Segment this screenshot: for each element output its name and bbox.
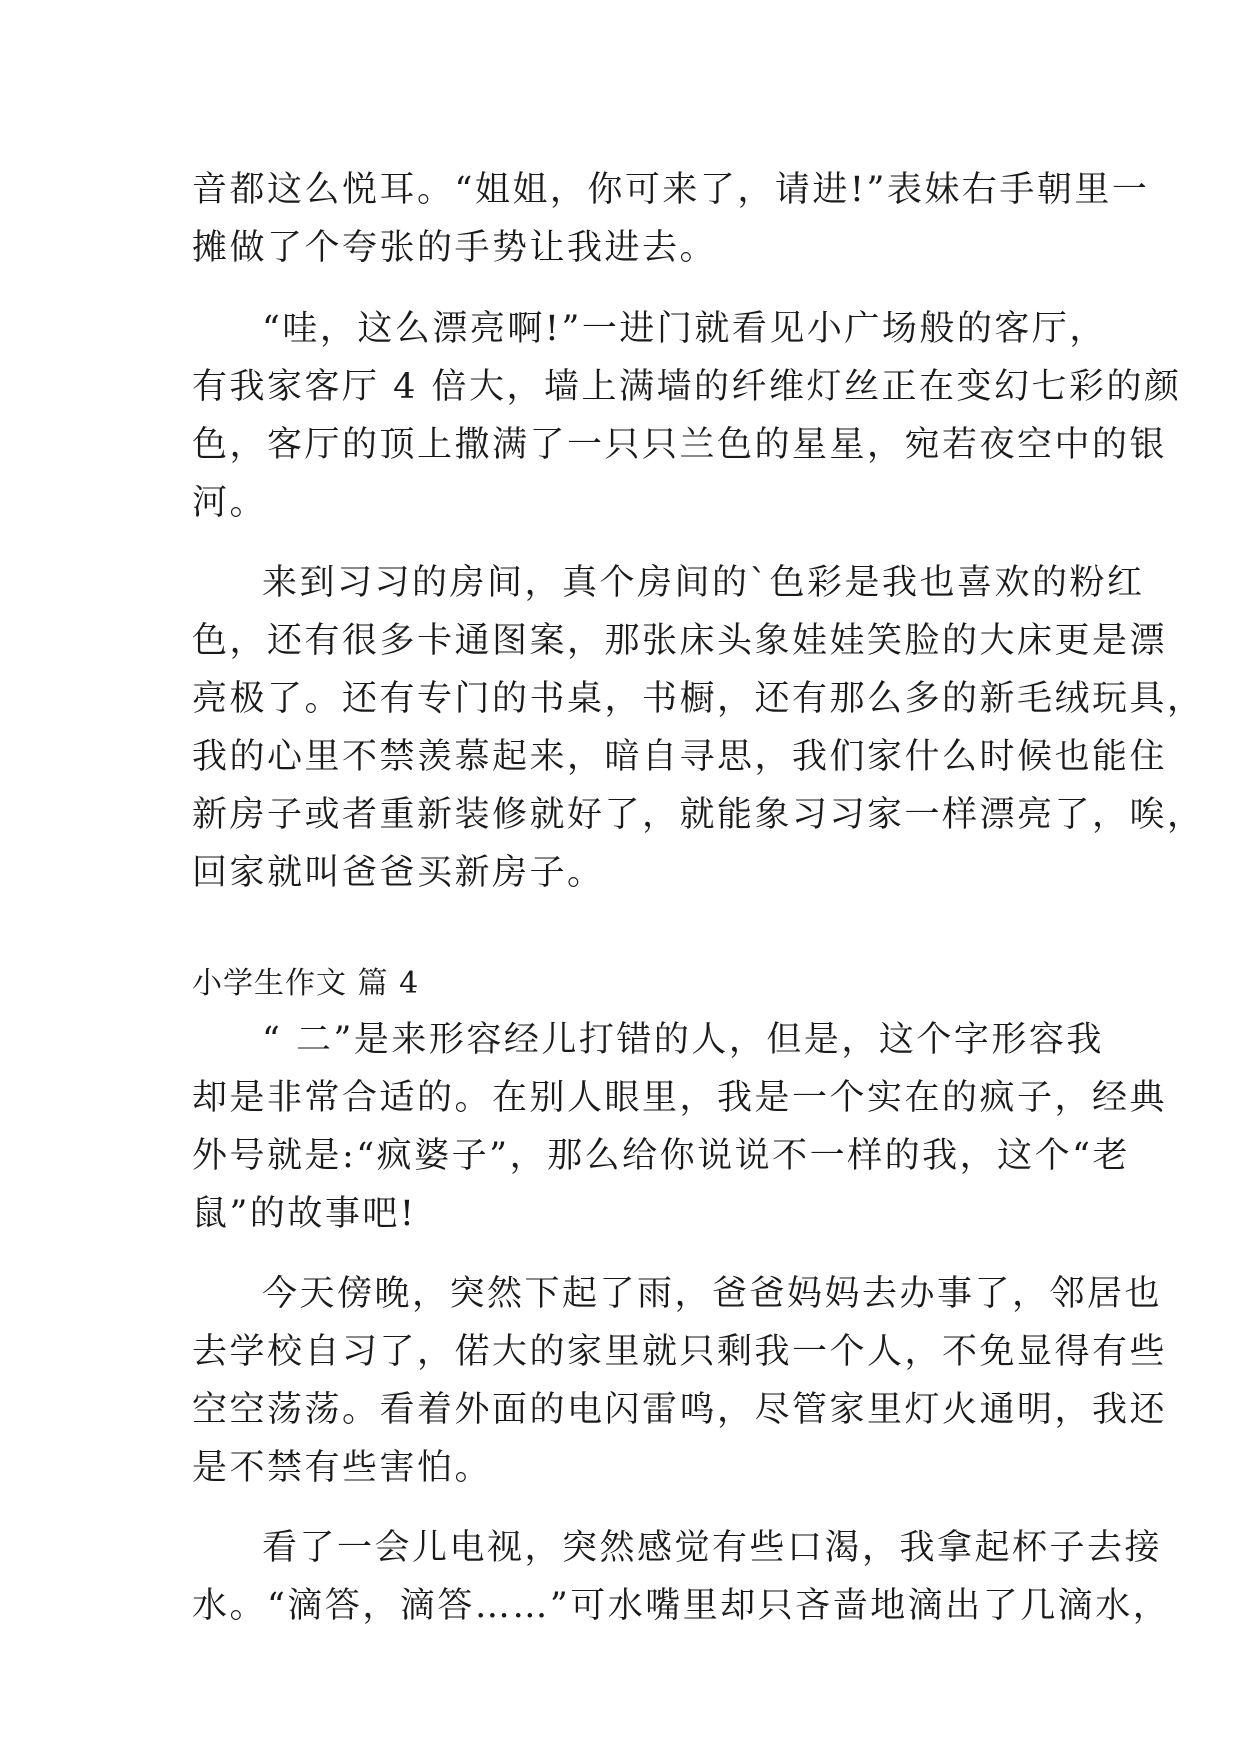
text-line: “哇，这么漂亮啊!”一进门就看见小广场般的客厅， [262, 309, 1107, 349]
text-line: 音都这么悦耳。“姐姐，你可来了，请进!”表妹右手朝里一 [192, 170, 1150, 210]
text-line: 亮极了。还有专门的书桌，书橱，还有那么多的新毛绒玩具， [192, 679, 1205, 719]
text-line: 色，还有很多卡通图案，那张床头象娃娃笑脸的大床更是漂 [192, 621, 1168, 661]
text-line: 外号就是:“疯婆子”，那么给你说说不一样的我，这个“老 [192, 1136, 1130, 1176]
text-line: 我的心里不禁羡慕起来，暗自寻思，我们家什么时候也能住 [192, 737, 1168, 777]
section-heading: 小学生作文 篇 4 [192, 966, 420, 1001]
text-line: 摊做了个夸张的手势让我进去。 [192, 228, 718, 268]
text-line: 河。 [192, 483, 268, 523]
text-line: “ 二”是来形容经儿打错的人，但是，这个字形容我 [262, 1020, 1104, 1060]
text-line: 鼠”的故事吧! [192, 1194, 417, 1234]
text-line: 来到习习的房间，真个房间的`色彩是我也喜欢的粉红 [262, 563, 1145, 603]
text-line: 色，客厅的顶上撒满了一只只兰色的星星，宛若夜空中的银 [192, 425, 1168, 465]
text-line: 空空荡荡。看着外面的电闪雷鸣，尽管家里灯火通明，我还 [192, 1390, 1168, 1430]
text-line: 回家就叫爸爸买新房子。 [192, 853, 605, 893]
text-line: 水。“滴答，滴答……”可水嘴里却只吝啬地滴出了几滴水， [192, 1586, 1171, 1626]
text-line: 新房子或者重新装修就好了，就能象习习家一样漂亮了，唉， [192, 795, 1205, 835]
text-line: 看了一会儿电视，突然感觉有些口渴，我拿起杯子去接 [262, 1528, 1163, 1568]
text-line: 去学校自习了，偌大的家里就只剩我一个人，不免显得有些 [192, 1332, 1168, 1372]
text-line: 却是非常合适的。在别人眼里，我是一个实在的疯子，经典 [192, 1078, 1168, 1118]
text-line: 今天傍晚，突然下起了雨，爸爸妈妈去办事了，邻居也 [262, 1274, 1163, 1314]
text-line: 是不禁有些害怕。 [192, 1448, 493, 1488]
text-line: 有我家客厅 4 倍大，墙上满墙的纤维灯丝正在变幻七彩的颜 [192, 367, 1182, 407]
